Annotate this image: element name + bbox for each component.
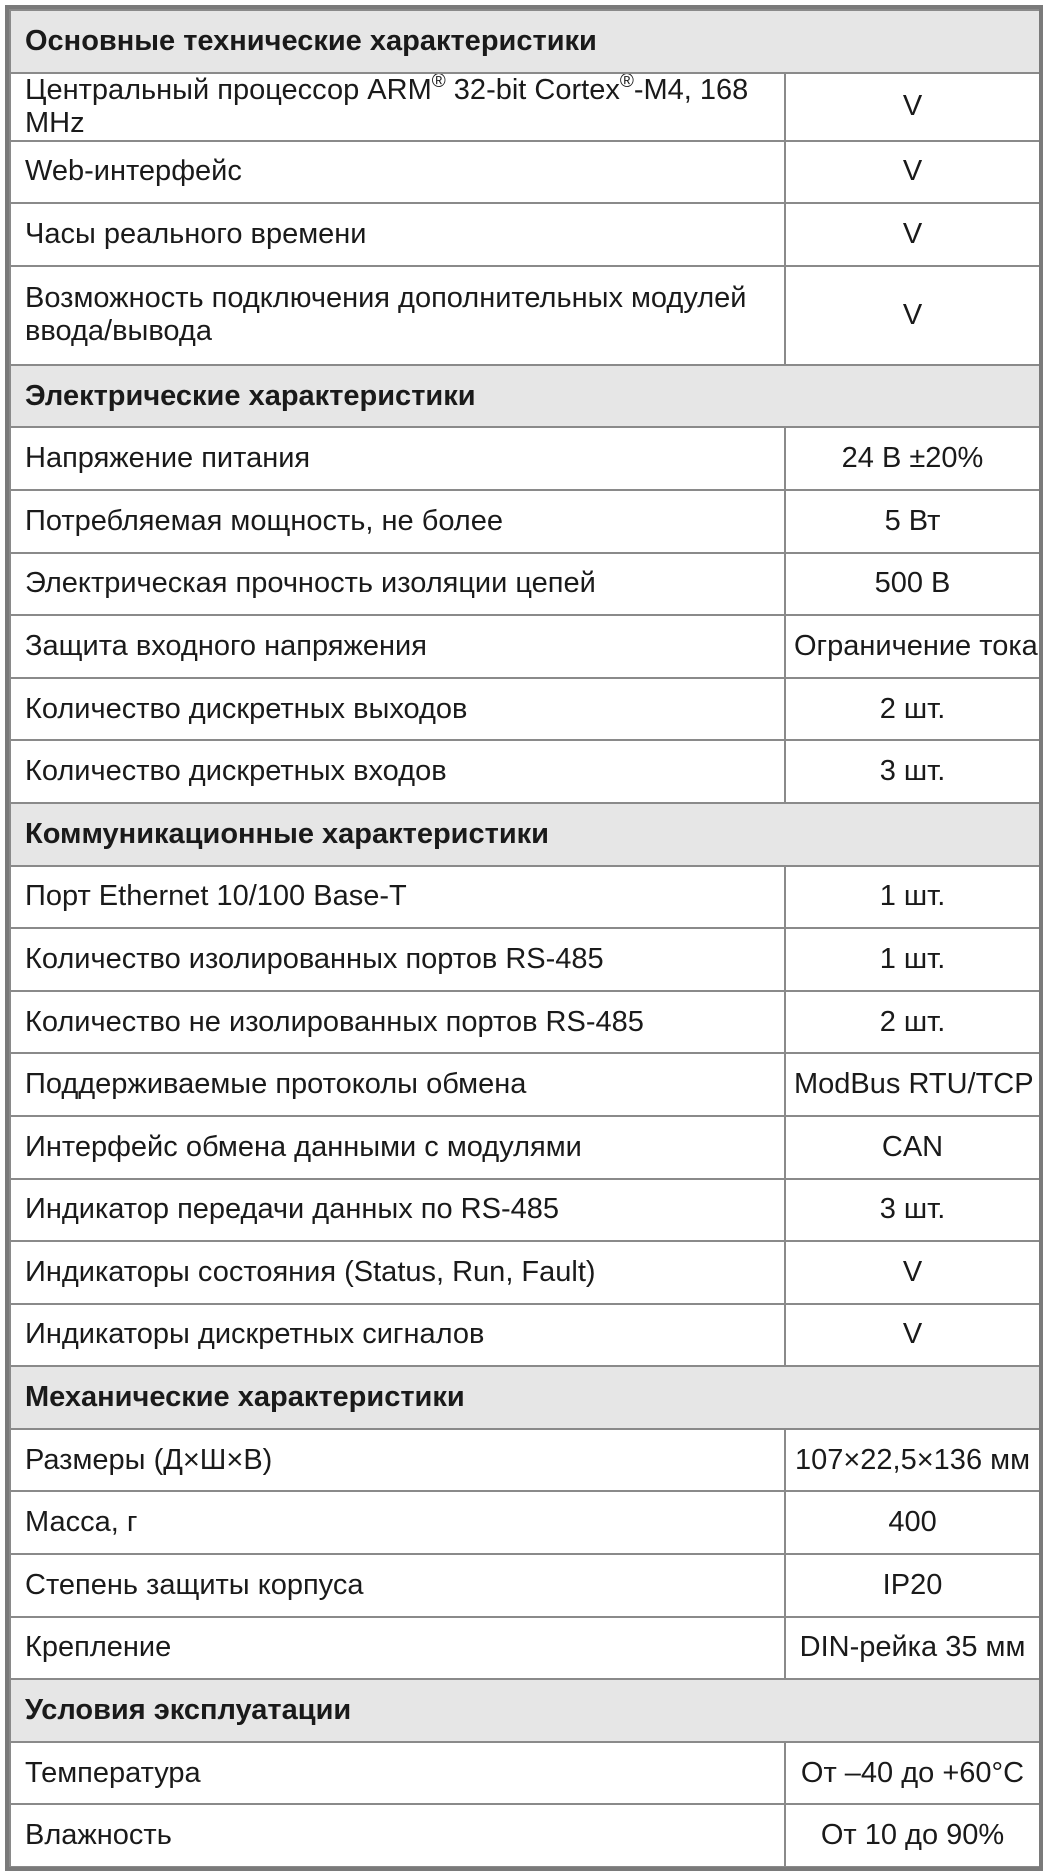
spec-value: Ограничение тока (785, 615, 1040, 678)
table-row (10, 1304, 1040, 1367)
table-row (10, 991, 1040, 1054)
spec-value: 107×22,5×136 мм (785, 1429, 1040, 1492)
spec-value: DIN-рейка 35 мм (785, 1617, 1040, 1680)
spec-value: V (785, 73, 1040, 141)
spec-label: Размеры (Д×Ш×В) (10, 1429, 785, 1492)
spec-label-cpu: Центральный процессор ARM® 32-bit Cortex®-M4, 168 MHz (10, 73, 785, 141)
section-title: Электрические характеристики (10, 365, 1040, 428)
spec-label: Интерфейс обмена данными с модулями (10, 1116, 785, 1179)
section-header-row (10, 1366, 1040, 1429)
spec-value: CAN (785, 1116, 1040, 1179)
spec-label: Поддерживаемые протоколы обмена (10, 1053, 785, 1116)
table-row (10, 1742, 1040, 1805)
table-row (10, 1116, 1040, 1179)
spec-value: От 10 до 90% (785, 1804, 1040, 1867)
spec-value: 5 Вт (785, 490, 1040, 553)
spec-label: Влажность (10, 1804, 785, 1867)
spec-value: V (785, 203, 1040, 266)
spec-label: Индикаторы состояния (Status, Run, Fault) (10, 1241, 785, 1304)
spec-value: V (785, 1304, 1040, 1367)
spec-value: V (785, 1241, 1040, 1304)
spec-value: IP20 (785, 1554, 1040, 1617)
table-row (10, 615, 1040, 678)
table-row (10, 866, 1040, 929)
section-header-row (10, 365, 1040, 428)
spec-table-frame (5, 5, 1043, 1871)
section-title: Основные технические характеристики (10, 10, 1040, 73)
table-row (10, 1554, 1040, 1617)
table-row (10, 266, 1040, 365)
section-title: Коммуникационные характеристики (10, 803, 1040, 866)
spec-label: Защита входного напряжения (10, 615, 785, 678)
spec-value: 2 шт. (785, 678, 1040, 741)
table-row (10, 1241, 1040, 1304)
spec-label: Потребляемая мощность, не более (10, 490, 785, 553)
table-row (10, 490, 1040, 553)
spec-value: От –40 до +60°C (785, 1742, 1040, 1805)
table-row (10, 1429, 1040, 1492)
table-row (10, 553, 1040, 616)
table-row (10, 1491, 1040, 1554)
spec-label: Количество изолированных портов RS-485 (10, 928, 785, 991)
spec-label: Порт Ethernet 10/100 Base-T (10, 866, 785, 929)
spec-value: 2 шт. (785, 991, 1040, 1054)
spec-value: 3 шт. (785, 1179, 1040, 1242)
spec-label: Количество дискретных выходов (10, 678, 785, 741)
spec-label: Часы реального времени (10, 203, 785, 266)
spec-label: Масса, г (10, 1491, 785, 1554)
spec-value: ModBus RTU/TCP (785, 1053, 1040, 1116)
spec-label: Индикаторы дискретных сигналов (10, 1304, 785, 1367)
table-row (10, 141, 1040, 204)
spec-label: Степень защиты корпуса (10, 1554, 785, 1617)
spec-value: 3 шт. (785, 740, 1040, 803)
spec-value: 500 В (785, 553, 1040, 616)
spec-table-body (10, 10, 1040, 1867)
spec-label: Напряжение питания (10, 427, 785, 490)
spec-label: Крепление (10, 1617, 785, 1680)
table-row (10, 1179, 1040, 1242)
section-title: Механические характеристики (10, 1366, 1040, 1429)
table-row (10, 427, 1040, 490)
table-row (10, 928, 1040, 991)
spec-value: V (785, 266, 1040, 365)
table-row (10, 740, 1040, 803)
spec-label: Электрическая прочность изоляции цепей (10, 553, 785, 616)
table-row (10, 203, 1040, 266)
spec-label: Web-интерфейс (10, 141, 785, 204)
table-row (10, 1053, 1040, 1116)
table-row (10, 73, 1040, 141)
spec-label: Температура (10, 1742, 785, 1805)
section-header-row (10, 1679, 1040, 1742)
table-row (10, 678, 1040, 741)
spec-value: V (785, 141, 1040, 204)
spec-value: 1 шт. (785, 928, 1040, 991)
spec-label: Возможность подключения дополнительных модулей ввода/вывода (10, 266, 785, 365)
spec-label: Индикатор передачи данных по RS-485 (10, 1179, 785, 1242)
table-row (10, 1617, 1040, 1680)
section-header-row (10, 10, 1040, 73)
spec-label: Количество не изолированных портов RS-485 (10, 991, 785, 1054)
spec-table (9, 9, 1041, 1868)
table-row (10, 1804, 1040, 1867)
spec-value: 400 (785, 1491, 1040, 1554)
section-title: Условия эксплуатации (10, 1679, 1040, 1742)
section-header-row (10, 803, 1040, 866)
spec-value: 24 В ±20% (785, 427, 1040, 490)
spec-label: Количество дискретных входов (10, 740, 785, 803)
spec-value: 1 шт. (785, 866, 1040, 929)
